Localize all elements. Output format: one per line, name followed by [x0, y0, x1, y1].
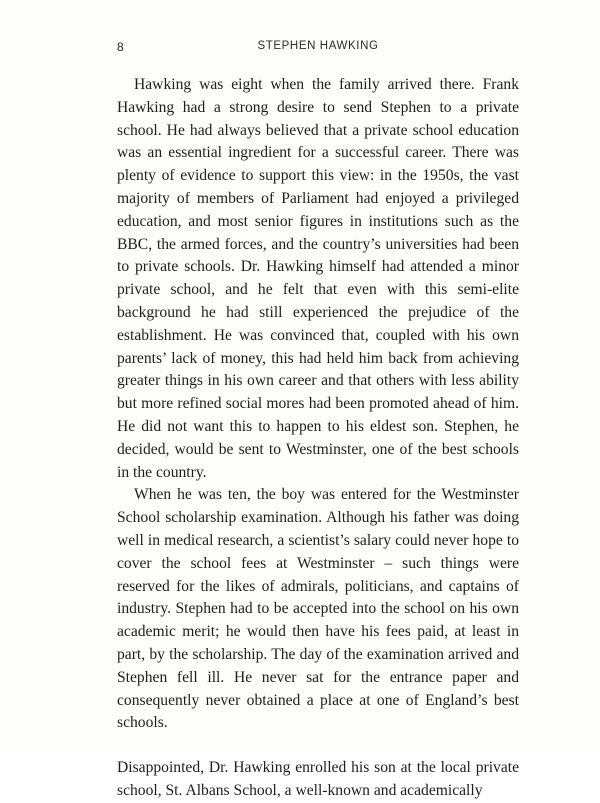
body-text — [117, 74, 519, 803]
paragraph-st-albans: Disappointed, Dr. Hawking enrolled his son at the local private school, St. Albans School, a well-known and academically — [117, 759, 519, 799]
paragraph-scholarship-exam: When he was ten, the boy was entered for the Westminster School scholarship examination. Although his father was doing well in medical research, a scientist’s salary could never hope to cover the school fees at Westminster – such things were reserved for the likes of admirals, politicians, and captains of industry. Stephen had to be accepted into the school on his own academic merit; he would then have his fees paid, at least in part, by the scholarship. The day of the examination arrived and Stephen fell ill. He never sat for the entrance paper and consequently never obtained a place at one of England’s best schools. — [117, 486, 519, 732]
paragraph-family-arrival: Hawking was eight when the family arrived there. Frank Hawking had a strong desire to send Stephen to a private school. He had always believed that a private school education was an essential ingredient for a successful career. There was plenty of evidence to support this view: in the 1950s, the vast majority of members of Parliament had enjoyed a privileged education, and most senior figures in institutions such as the BBC, the armed forces, and the country’s universities had been to private schools. Dr. Hawking himself had attended a minor private school, and he felt that even with this semi-elite background he had still experienced the prejudice of the establishment. He was convinced that, coupled with his own parents’ lack of money, this had held him back from achieving greater things in his own career and that others with less ability but more refined social mores had been promoted ahead of him. He did not want this to happen to his eldest son. Stephen, he decided, would be sent to Westminster, one of the best schools in the country. — [117, 76, 519, 481]
running-header — [117, 40, 519, 56]
page-number: 8 — [117, 40, 124, 54]
running-title: STEPHEN HAWKING — [257, 40, 379, 52]
section-break — [117, 735, 519, 757]
